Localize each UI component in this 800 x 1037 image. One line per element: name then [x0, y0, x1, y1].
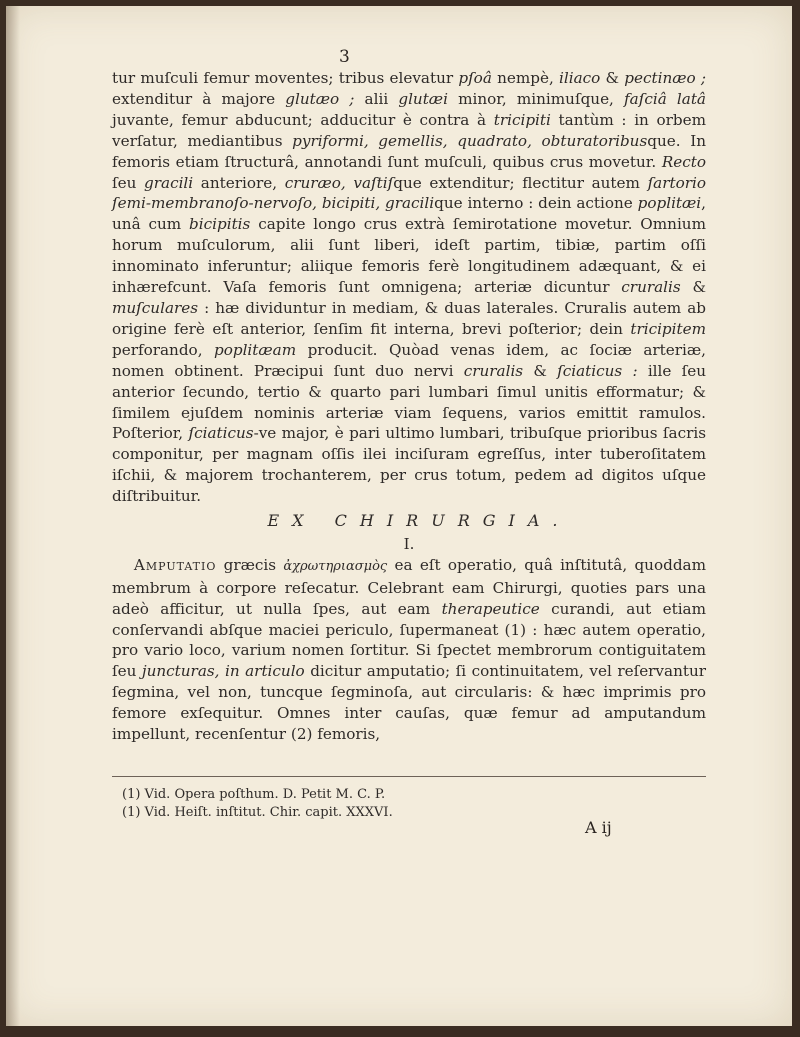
italic-term: therapeutice [441, 599, 540, 618]
italic-term: glutæo ; [285, 89, 355, 108]
italic-term: tricipiti [493, 110, 551, 129]
footnote: (1) Vid. Opera poſthum. D. Petit M. C. P. [122, 787, 386, 802]
text-run: nempè, [491, 69, 560, 87]
italic-term: ſciaticus [188, 424, 254, 443]
section-numeral: I. [403, 534, 415, 553]
text-run: & [600, 69, 625, 87]
text-run: ſeu [112, 173, 145, 192]
text-run: que. In femoris etiam ſtructurâ, annotandi ſunt muſculi, quibus crus movetur. [112, 131, 706, 171]
italic-term: pyriformi, gemellis, quadrato, obturatoribus [292, 131, 648, 150]
text-run: curandi, aut etiam conſervandi abſque maciei periculo, ſupermaneat (1) : hæc autem operatio, pro vario loco, varium nomen ſortitur. Si ſpectet membrorum contiguitatem ſeu [112, 599, 707, 681]
italic-term: cruralis [621, 278, 681, 297]
text-run: & [523, 361, 558, 380]
text-run: & [680, 278, 706, 297]
paragraph-amputatio [112, 555, 706, 745]
paragraph-anatomy [112, 68, 706, 507]
italic-term: gracili [144, 173, 194, 192]
text-run: dicitur amputatio; ſi continuitatem, vel reſervantur ſegmina, vel non, tuncque ſegminoſa, aut circularis: & hæc imprimis pro femore exſequitur. Omnes inter cauſas, quæ femur ad amputandum impellunt, recenſentur (2) femoris, [112, 662, 706, 744]
text-run: minor, minimuſque, [447, 89, 625, 108]
italic-term: pſoâ [458, 69, 492, 87]
footnote: (1) Vid. Heiſt. inſtitut. Chir. capit. XXXVI. [122, 805, 393, 820]
italic-term: Recto [661, 152, 706, 171]
text-run: que extenditur; flectitur autem [393, 173, 648, 192]
italic-term: cruralis [463, 361, 524, 380]
text-run: tantùm : in orbem verſatur, mediantibus [112, 110, 707, 150]
text-run: ea eſt operatio, quâ inſtitutâ, quoddam membrum à corpore reſecatur. Celebrant eam Chirurgi, quoties pars una adeò afficitur, ut nulla ſpes, aut eam [112, 555, 706, 618]
text-run: ille ſeu anterior ſecundo, tertio & quarto pari lumbari ſimul unitis efformatur; & ſimilem ejuſdem nominis arteriæ viam ſequens, varios emittit ramulos. Poſterior, [112, 361, 707, 443]
text-run: græcis [216, 555, 284, 574]
text-run: producit. Quòad venas idem, ac ſociæ arteriæ, nomen obtinent. Præcipui ſunt duo nervi [112, 340, 706, 380]
signature-mark: A ij [585, 818, 612, 837]
footnote-rule [112, 776, 706, 777]
italic-term: faſciâ latâ [624, 89, 706, 108]
text-run: anteriore, [193, 173, 285, 192]
text-run: : hæ dividuntur in mediam, & duas laterales. Cruralis autem ab origine ferè eſt anterior, ſenſim fit interna, brevi poſterior; dein [112, 298, 706, 338]
section-heading: EX CHIRURGIA. [267, 511, 571, 531]
text-run: tur muſculi femur moventes; tribus elevatur [112, 69, 459, 87]
italic-term: poplitæam [213, 340, 297, 359]
text-run: extenditur à majore [112, 89, 286, 108]
italic-term: muſculares [112, 298, 199, 317]
text-run: que interno : dein actione [434, 194, 638, 213]
italic-term: poplitæi [637, 194, 702, 213]
italic-term: bicipitis [189, 215, 251, 234]
greek-term: ἀχρωτηριασμὸς [283, 558, 388, 574]
text-run: -ve major, è pari ultimo lumbari, tribuſque prioribus ſacris componitur, per magnam oſſis ilei inciſuram egreſſus, inter tuberoſitatem iſchii, & majorem trochanterem, per crus totum, pedem ad digitos uſque diſtribuitur. [112, 424, 706, 506]
page [6, 6, 792, 1026]
italic-term: juncturas, in articulo [141, 662, 305, 681]
text-run: perforando, [112, 340, 214, 359]
italic-term: pectinæo ; [624, 69, 706, 87]
text-run: , unâ cum [112, 194, 706, 234]
italic-term: cruræo, vaſtiſ [284, 173, 394, 192]
italic-term: ſciaticus : [557, 361, 638, 380]
text-run: capite longo crus extrà ſemirotatione movetur. Omnium horum muſculorum, alii ſunt liberi, ideſt partim, tibiæ, partim oſſi innominato inferuntur; aliique femoris ferè longitudinem adæquant, & ei inhærefcunt. Vaſa femoris ſunt omnigena; arteriæ dicuntur [112, 215, 706, 297]
lead-word: Amputatio [133, 555, 217, 574]
body-text [112, 68, 706, 745]
text-run: alii [354, 89, 399, 108]
footnotes [122, 786, 682, 822]
text-run: juvante, femur abducunt; adducitur è contra à [112, 110, 494, 129]
italic-term: tricipitem [630, 319, 706, 338]
italic-term: ſartorio ſemi-membranoſo-nervoſo, bicipiti, gracili [112, 173, 707, 213]
italic-term: glutæi [398, 89, 448, 108]
italic-term: iliaco [559, 69, 601, 87]
page-number: 3 [339, 47, 350, 67]
